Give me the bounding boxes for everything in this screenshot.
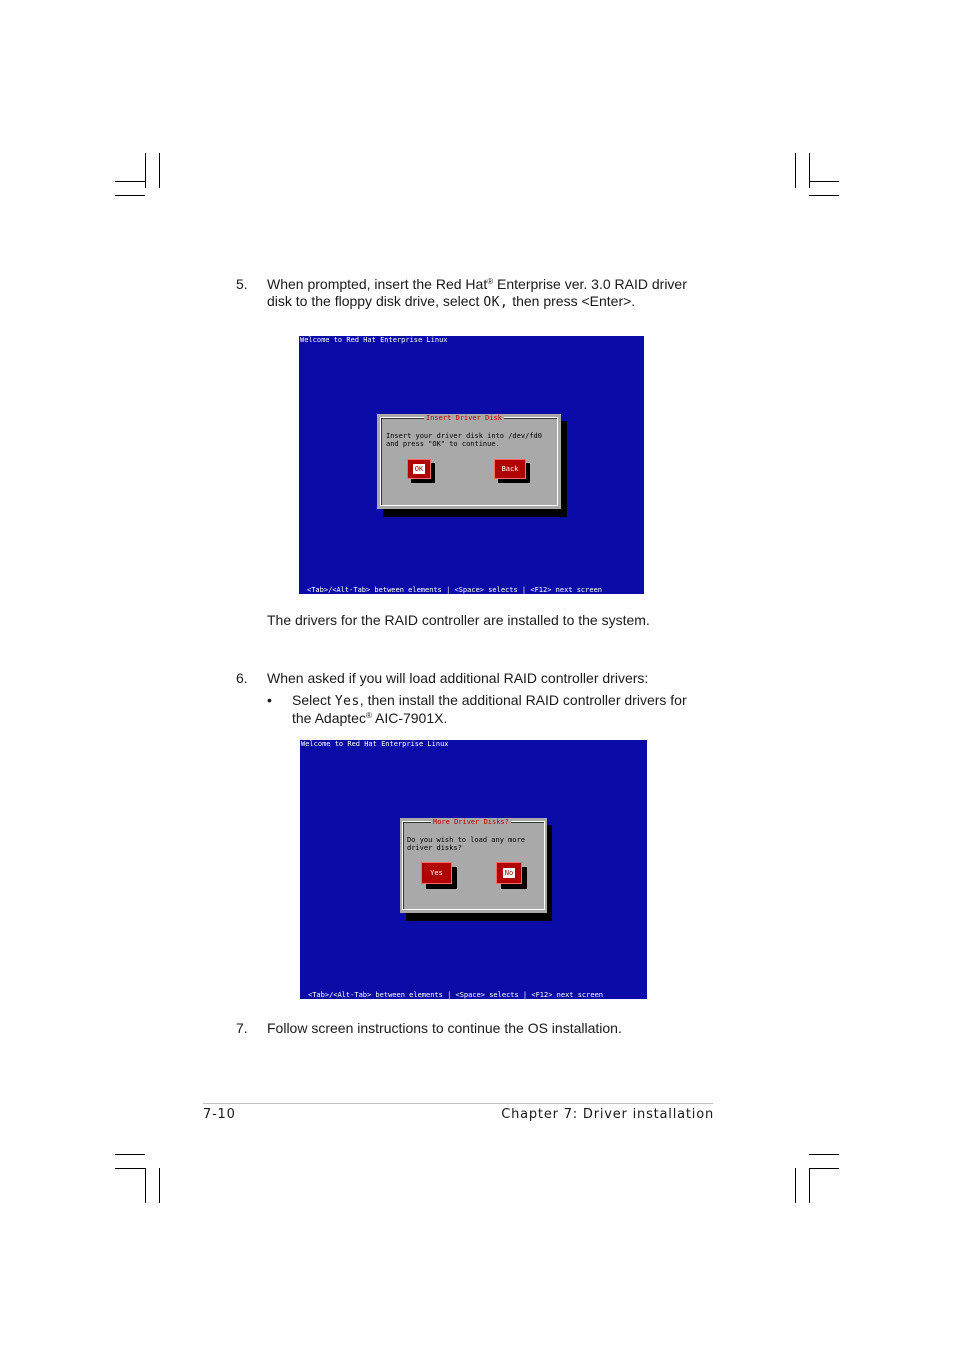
crop-mark xyxy=(115,1168,145,1169)
installer-key-hints: <Tab>/<Alt-Tab> between elements | <Space> selects | <F12> next screen xyxy=(308,991,604,999)
step-5-line-1: When prompted, insert the Red Hat® Enterprise ver. 3.0 RAID driver xyxy=(267,276,687,292)
crop-mark xyxy=(809,153,810,188)
dialog-title: More Driver Disks? xyxy=(433,818,509,826)
step-5-text xyxy=(267,276,687,311)
crop-mark xyxy=(809,195,839,196)
crop-mark xyxy=(115,1154,145,1155)
drivers-installed-note: The drivers for the RAID controller are installed to the system. xyxy=(267,612,650,628)
crop-mark xyxy=(145,1168,146,1203)
bullet-line-1: Select Yes, then install the additional RAID controller drivers for xyxy=(292,692,687,709)
crop-mark xyxy=(809,1168,810,1203)
key-ok: OK, xyxy=(483,295,509,310)
crop-mark xyxy=(809,181,839,182)
key-yes: Yes xyxy=(334,694,360,709)
step-6-text: When asked if you will load additional RAID controller drivers: xyxy=(267,670,649,686)
page-number: 7-10 xyxy=(203,1107,236,1122)
installer-screenshot-more-driver-disks xyxy=(300,740,647,999)
yes-button[interactable]: Yes xyxy=(421,862,452,884)
bullet-mark: • xyxy=(267,692,272,708)
crop-mark xyxy=(795,153,796,188)
installer-top-title: Welcome to Red Hat Enterprise Linux xyxy=(301,740,449,748)
no-button[interactable]: No xyxy=(496,862,522,884)
more-driver-disks-dialog xyxy=(400,818,547,913)
crop-mark xyxy=(809,1168,839,1169)
crop-mark xyxy=(795,1168,796,1203)
back-button[interactable]: Back xyxy=(494,459,526,479)
crop-mark xyxy=(159,153,160,188)
crop-mark xyxy=(115,181,145,182)
dialog-message: Insert your driver disk into /dev/fd0 and press "OK" to continue. xyxy=(386,432,542,448)
crop-mark xyxy=(809,1154,839,1155)
crop-mark xyxy=(115,195,145,196)
installer-screenshot-insert-driver-disk xyxy=(299,336,644,594)
step-7-text: Follow screen instructions to continue the OS installation. xyxy=(267,1020,622,1036)
chapter-title: Chapter 7: Driver installation xyxy=(501,1107,714,1122)
ok-button[interactable]: OK xyxy=(407,459,431,479)
step-number: 5. xyxy=(236,276,248,292)
bullet-line-2: the Adaptec® AIC-7901X. xyxy=(292,710,448,726)
bullet-text xyxy=(292,692,687,727)
dialog-title: Insert Driver Disk xyxy=(426,414,502,422)
step-number: 7. xyxy=(236,1020,248,1036)
dialog-message: Do you wish to load any more driver disks? xyxy=(407,836,526,852)
footer-rule xyxy=(203,1103,713,1104)
crop-mark xyxy=(145,153,146,188)
crop-mark xyxy=(159,1168,160,1203)
installer-top-title: Welcome to Red Hat Enterprise Linux xyxy=(300,336,448,344)
step-number: 6. xyxy=(236,670,248,686)
insert-driver-disk-dialog xyxy=(377,414,561,509)
installer-key-hints: <Tab>/<Alt-Tab> between elements | <Space> selects | <F12> next screen xyxy=(307,586,603,594)
step-5-line-2: disk to the floppy disk drive, select OK, then press <Enter>. xyxy=(267,293,636,310)
